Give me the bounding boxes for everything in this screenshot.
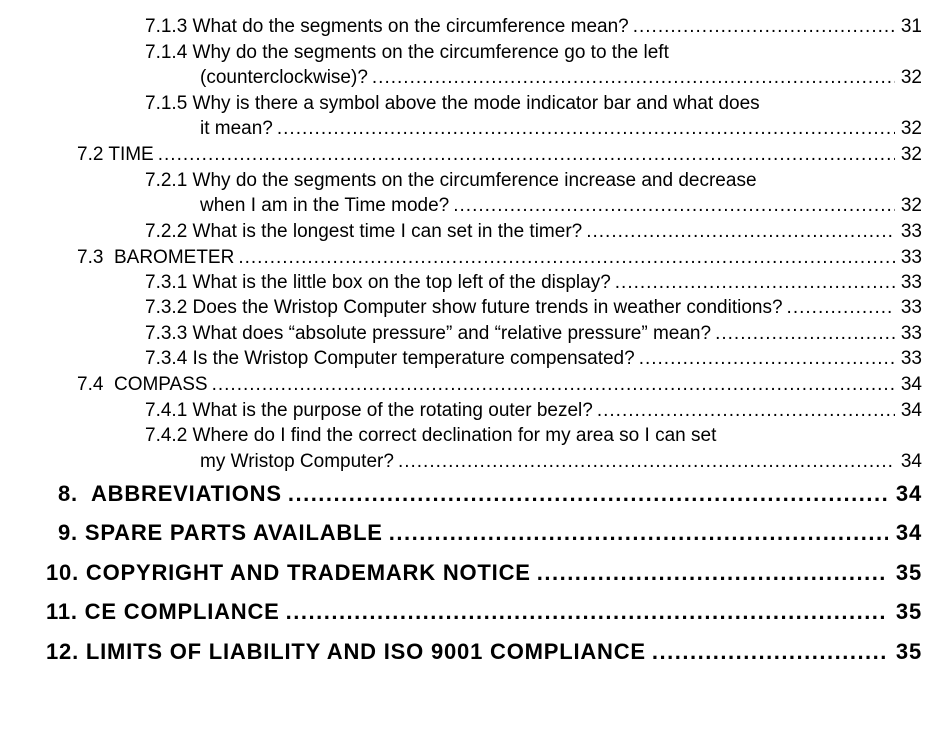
toc-page-number: 34: [895, 481, 922, 506]
toc-entry-7-1-5-title[interactable]: 7.1.5 Why is there a symbol above the mode indicator bar and what does: [145, 93, 760, 114]
toc-entry-continuation: (counterclockwise)?: [200, 67, 368, 88]
toc-chapter-title: 12. LIMITS OF LIABILITY AND ISO 9001 COMPLIANCE: [46, 639, 646, 664]
toc-chapter-title: 10. COPYRIGHT AND TRADEMARK NOTICE: [46, 560, 531, 585]
toc-chapter-12[interactable]: [46, 638, 922, 666]
toc-entry-continuation: when I am in the Time mode?: [200, 195, 450, 216]
toc-entry-title: 7.2.2 What is the longest time I can set in the timer?: [145, 221, 583, 242]
toc-page-number: 34: [900, 451, 922, 472]
toc-page-number: 35: [895, 560, 922, 585]
toc-entry-7-1-4-title[interactable]: 7.1.4 Why do the segments on the circumference go to the left: [145, 42, 669, 63]
dot-leader: [639, 348, 895, 370]
dot-leader: [389, 519, 888, 547]
toc-entry-7-1-3[interactable]: [145, 16, 922, 38]
dot-leader: [453, 195, 895, 217]
toc-page-number: 33: [900, 272, 922, 293]
toc-entry-7-3-3[interactable]: [145, 323, 922, 345]
toc-page-number: 32: [900, 118, 922, 139]
dot-leader: [288, 480, 888, 508]
toc-page-number: 33: [900, 247, 922, 268]
toc-page-number: 34: [895, 520, 922, 545]
toc-entry-7-4[interactable]: [77, 374, 922, 396]
toc-page-number: 35: [895, 639, 922, 664]
toc-chapter-title: 8. ABBREVIATIONS: [58, 481, 282, 506]
toc-entry-7-3-4[interactable]: [145, 348, 922, 370]
toc-chapter-9[interactable]: [58, 519, 922, 547]
toc-entry-7-3-2[interactable]: [145, 297, 922, 319]
dot-leader: [537, 559, 888, 587]
dot-leader: [398, 451, 895, 473]
dot-leader: [286, 598, 888, 626]
toc-entry-7-1-5[interactable]: [200, 118, 922, 140]
toc-entry-title: 7.3 BAROMETER: [77, 247, 235, 268]
toc-entry-title: 7.1.3 What do the segments on the circumference mean?: [145, 16, 629, 37]
toc-entry-7-2-2[interactable]: [145, 221, 922, 243]
toc-page-number: 34: [900, 400, 922, 421]
toc-entry-title: 7.3.4 Is the Wristop Computer temperature compensated?: [145, 348, 635, 369]
toc-page-number: 35: [895, 599, 922, 624]
toc-entry-title: 7.4 COMPASS: [77, 374, 208, 395]
toc-entry-title: 7.4.1 What is the purpose of the rotating outer bezel?: [145, 400, 593, 421]
dot-leader: [615, 272, 895, 294]
toc-entry-7-4-1[interactable]: [145, 400, 922, 422]
toc-entry-7-4-2-title[interactable]: 7.4.2 Where do I find the correct declination for my area so I can set: [145, 425, 717, 446]
toc-chapter-8[interactable]: [58, 480, 922, 508]
dot-leader: [277, 118, 895, 140]
toc-entry-title: 7.3.1 What is the little box on the top left of the display?: [145, 272, 611, 293]
toc-page-number: 33: [900, 297, 922, 318]
toc-chapter-title: 9. SPARE PARTS AVAILABLE: [58, 520, 383, 545]
toc-page-number: 32: [900, 144, 922, 165]
toc-entry-title: 7.3.2 Does the Wristop Computer show future trends in weather conditions?: [145, 297, 783, 318]
dot-leader: [633, 16, 895, 38]
toc-entry-7-3[interactable]: [77, 247, 922, 269]
toc-chapter-title: 11. CE COMPLIANCE: [46, 599, 280, 624]
toc-chapter-11[interactable]: [46, 598, 922, 626]
dot-leader: [372, 67, 895, 89]
dot-leader: [212, 374, 895, 396]
toc-page-number: 32: [900, 67, 922, 88]
toc-entry-7-4-2[interactable]: [200, 451, 922, 473]
toc-page-number: 32: [900, 195, 922, 216]
toc-entry-7-2[interactable]: [77, 144, 922, 166]
toc-entry-7-3-1[interactable]: [145, 272, 922, 294]
toc-entry-title: 7.2 TIME: [77, 144, 154, 165]
dot-leader: [597, 400, 895, 422]
toc-entry-continuation: my Wristop Computer?: [200, 451, 394, 472]
toc-page-number: 33: [900, 348, 922, 369]
toc-page-number: 31: [900, 16, 922, 37]
toc-chapter-10[interactable]: [46, 559, 922, 587]
toc-entry-title: 7.3.3 What does “absolute pressure” and “relative pressure” mean?: [145, 323, 712, 344]
dot-leader: [652, 638, 888, 666]
toc-page-number: 34: [900, 374, 922, 395]
dot-leader: [158, 144, 895, 166]
toc-entry-7-1-4[interactable]: [200, 67, 922, 89]
toc-entry-continuation: it mean?: [200, 118, 273, 139]
dot-leader: [787, 297, 895, 319]
toc-entry-7-2-1-title[interactable]: 7.2.1 Why do the segments on the circumference increase and decrease: [145, 170, 757, 191]
dot-leader: [238, 247, 895, 269]
toc-page-number: 33: [900, 221, 922, 242]
toc-entry-7-2-1[interactable]: [200, 195, 922, 217]
toc-page-number: 33: [900, 323, 922, 344]
dot-leader: [715, 323, 895, 345]
dot-leader: [586, 221, 895, 243]
